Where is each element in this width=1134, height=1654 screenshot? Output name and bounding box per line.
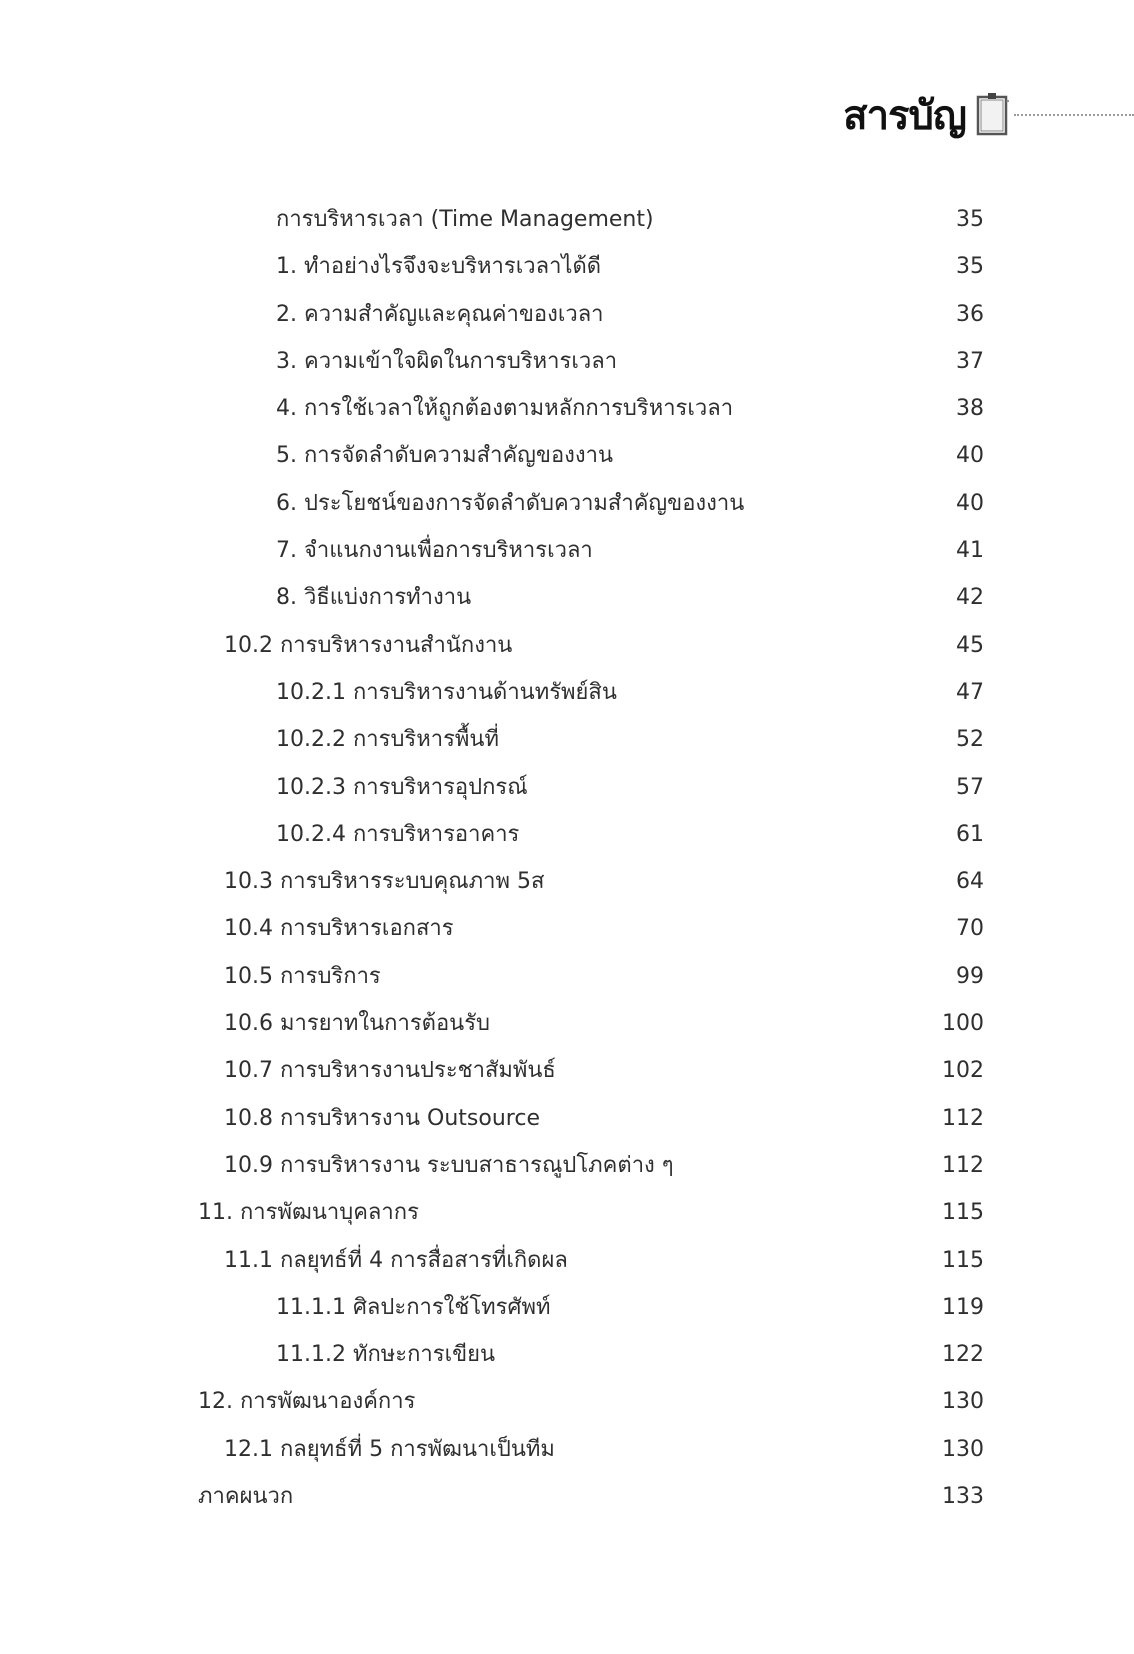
toc-entry-title: 10.3 การบริหารระบบคุณภาพ 5ส (224, 869, 545, 895)
page-header (0, 88, 1134, 148)
toc-entry[interactable] (0, 1473, 1134, 1520)
toc-entry[interactable] (0, 764, 1134, 811)
toc-entry-title: 10.5 การบริการ (224, 963, 381, 989)
toc-entry-page-number: 61 (956, 821, 984, 847)
toc-entry[interactable] (0, 811, 1134, 858)
toc-entry-page-number: 36 (956, 301, 984, 327)
toc-entry-page-number: 100 (942, 1011, 984, 1037)
toc-entry-title: 5. การจัดลำดับความสำคัญของงาน (276, 443, 614, 469)
toc-entry-page-number: 57 (956, 774, 984, 800)
toc-entry-page-number: 112 (942, 1152, 984, 1178)
header-dotted-rule (1014, 114, 1134, 116)
toc-entry-page-number: 99 (956, 963, 984, 989)
toc-entry-page-number: 64 (956, 869, 984, 895)
toc-entry-page-number: 133 (942, 1484, 984, 1510)
toc-entry-title: 2. ความสำคัญและคุณค่าของเวลา (276, 301, 604, 327)
toc-entry-title: 10.2.3 การบริหารอุปกรณ์ (276, 774, 528, 800)
toc-entry-title: 6. ประโยชน์ของการจัดลำดับความสำคัญของงาน (276, 490, 745, 516)
toc-entry-title: การบริหารเวลา (Time Management) (276, 207, 654, 232)
toc-entry[interactable] (0, 953, 1134, 1000)
toc-entry-page-number: 115 (942, 1247, 984, 1273)
toc-entry-page-number: 45 (956, 632, 984, 658)
toc-entry-page-number: 40 (956, 443, 984, 469)
toc-entry-page-number: 119 (942, 1294, 984, 1320)
toc-entry-page-number: 42 (956, 585, 984, 611)
book-icon (976, 92, 1010, 136)
toc-entry[interactable] (0, 243, 1134, 290)
toc-entry[interactable] (0, 1284, 1134, 1331)
toc-entry-title: 11.1.1 ศิลปะการใช้โทรศัพท์ (276, 1294, 551, 1320)
toc-entry-title: 10.7 การบริหารงานประชาสัมพันธ์ (224, 1058, 556, 1084)
toc-entry-title: 11. การพัฒนาบุคลากร (198, 1200, 419, 1226)
page-title: สารบัญ (843, 93, 966, 139)
toc-entry[interactable] (0, 1189, 1134, 1236)
toc-entry-page-number: 112 (942, 1105, 984, 1131)
toc-entry-title: 10.2.4 การบริหารอาคาร (276, 821, 520, 847)
toc-entry-page-number: 47 (956, 679, 984, 705)
toc-entry-page-number: 35 (956, 207, 984, 232)
toc-entry-page-number: 40 (956, 490, 984, 516)
toc-entry[interactable] (0, 196, 1134, 243)
toc-entry-title: 11.1 กลยุทธ์ที่ 4 การสื่อสารที่เกิดผล (224, 1247, 568, 1273)
toc-entry[interactable] (0, 1237, 1134, 1284)
toc-entry-title: 10.4 การบริหารเอกสาร (224, 916, 454, 942)
toc-entry-page-number: 37 (956, 348, 984, 374)
toc-entry[interactable] (0, 716, 1134, 763)
toc-entry[interactable] (0, 905, 1134, 952)
toc-entry[interactable] (0, 1378, 1134, 1425)
toc-entry-title: 12. การพัฒนาองค์การ (198, 1389, 416, 1415)
toc-entry-page-number: 52 (956, 727, 984, 753)
toc-entry[interactable] (0, 1095, 1134, 1142)
table-of-contents (0, 196, 1134, 1520)
toc-entry-title: 4. การใช้เวลาให้ถูกต้องตามหลักการบริหารเวลา (276, 396, 734, 422)
toc-entry[interactable] (0, 291, 1134, 338)
toc-entry[interactable] (0, 574, 1134, 621)
toc-entry-page-number: 115 (942, 1200, 984, 1226)
toc-entry[interactable] (0, 669, 1134, 716)
toc-entry[interactable] (0, 527, 1134, 574)
toc-entry-page-number: 130 (942, 1436, 984, 1462)
toc-entry[interactable] (0, 1047, 1134, 1094)
toc-entry-page-number: 102 (942, 1058, 984, 1084)
toc-entry[interactable] (0, 1331, 1134, 1378)
toc-entry[interactable] (0, 385, 1134, 432)
toc-entry-title: 8. วิธีแบ่งการทำงาน (276, 585, 472, 611)
toc-entry[interactable] (0, 480, 1134, 527)
toc-entry[interactable] (0, 1142, 1134, 1189)
toc-entry-title: ภาคผนวก (198, 1484, 294, 1510)
toc-entry-title: 10.8 การบริหารงาน Outsource (224, 1105, 540, 1131)
toc-entry-title: 10.2.2 การบริหารพื้นที่ (276, 727, 499, 753)
toc-entry-title: 10.6 มารยาทในการต้อนรับ (224, 1011, 490, 1037)
toc-entry-page-number: 35 (956, 254, 984, 280)
toc-entry-title: 10.9 การบริหารงาน ระบบสาธารณูปโภคต่าง ๆ (224, 1152, 674, 1178)
toc-entry-title: 1. ทำอย่างไรจึงจะบริหารเวลาได้ดี (276, 254, 602, 280)
toc-entry-title: 11.1.2 ทักษะการเขียน (276, 1342, 496, 1368)
toc-entry-title: 10.2 การบริหารงานสำนักงาน (224, 632, 513, 658)
toc-entry-page-number: 70 (956, 916, 984, 942)
toc-entry-title: 7. จำแนกงานเพื่อการบริหารเวลา (276, 538, 593, 564)
toc-entry-page-number: 122 (942, 1342, 984, 1368)
toc-entry-title: 3. ความเข้าใจผิดในการบริหารเวลา (276, 348, 618, 374)
toc-entry[interactable] (0, 1426, 1134, 1473)
toc-entry[interactable] (0, 1000, 1134, 1047)
toc-entry[interactable] (0, 338, 1134, 385)
toc-entry-page-number: 130 (942, 1389, 984, 1415)
toc-entry-title: 12.1 กลยุทธ์ที่ 5 การพัฒนาเป็นทีม (224, 1436, 555, 1462)
toc-entry-title: 10.2.1 การบริหารงานด้านทรัพย์สิน (276, 679, 617, 705)
toc-entry-page-number: 38 (956, 396, 984, 422)
toc-entry-page-number: 41 (956, 538, 984, 564)
toc-entry[interactable] (0, 858, 1134, 905)
toc-entry[interactable] (0, 432, 1134, 479)
toc-entry[interactable] (0, 622, 1134, 669)
